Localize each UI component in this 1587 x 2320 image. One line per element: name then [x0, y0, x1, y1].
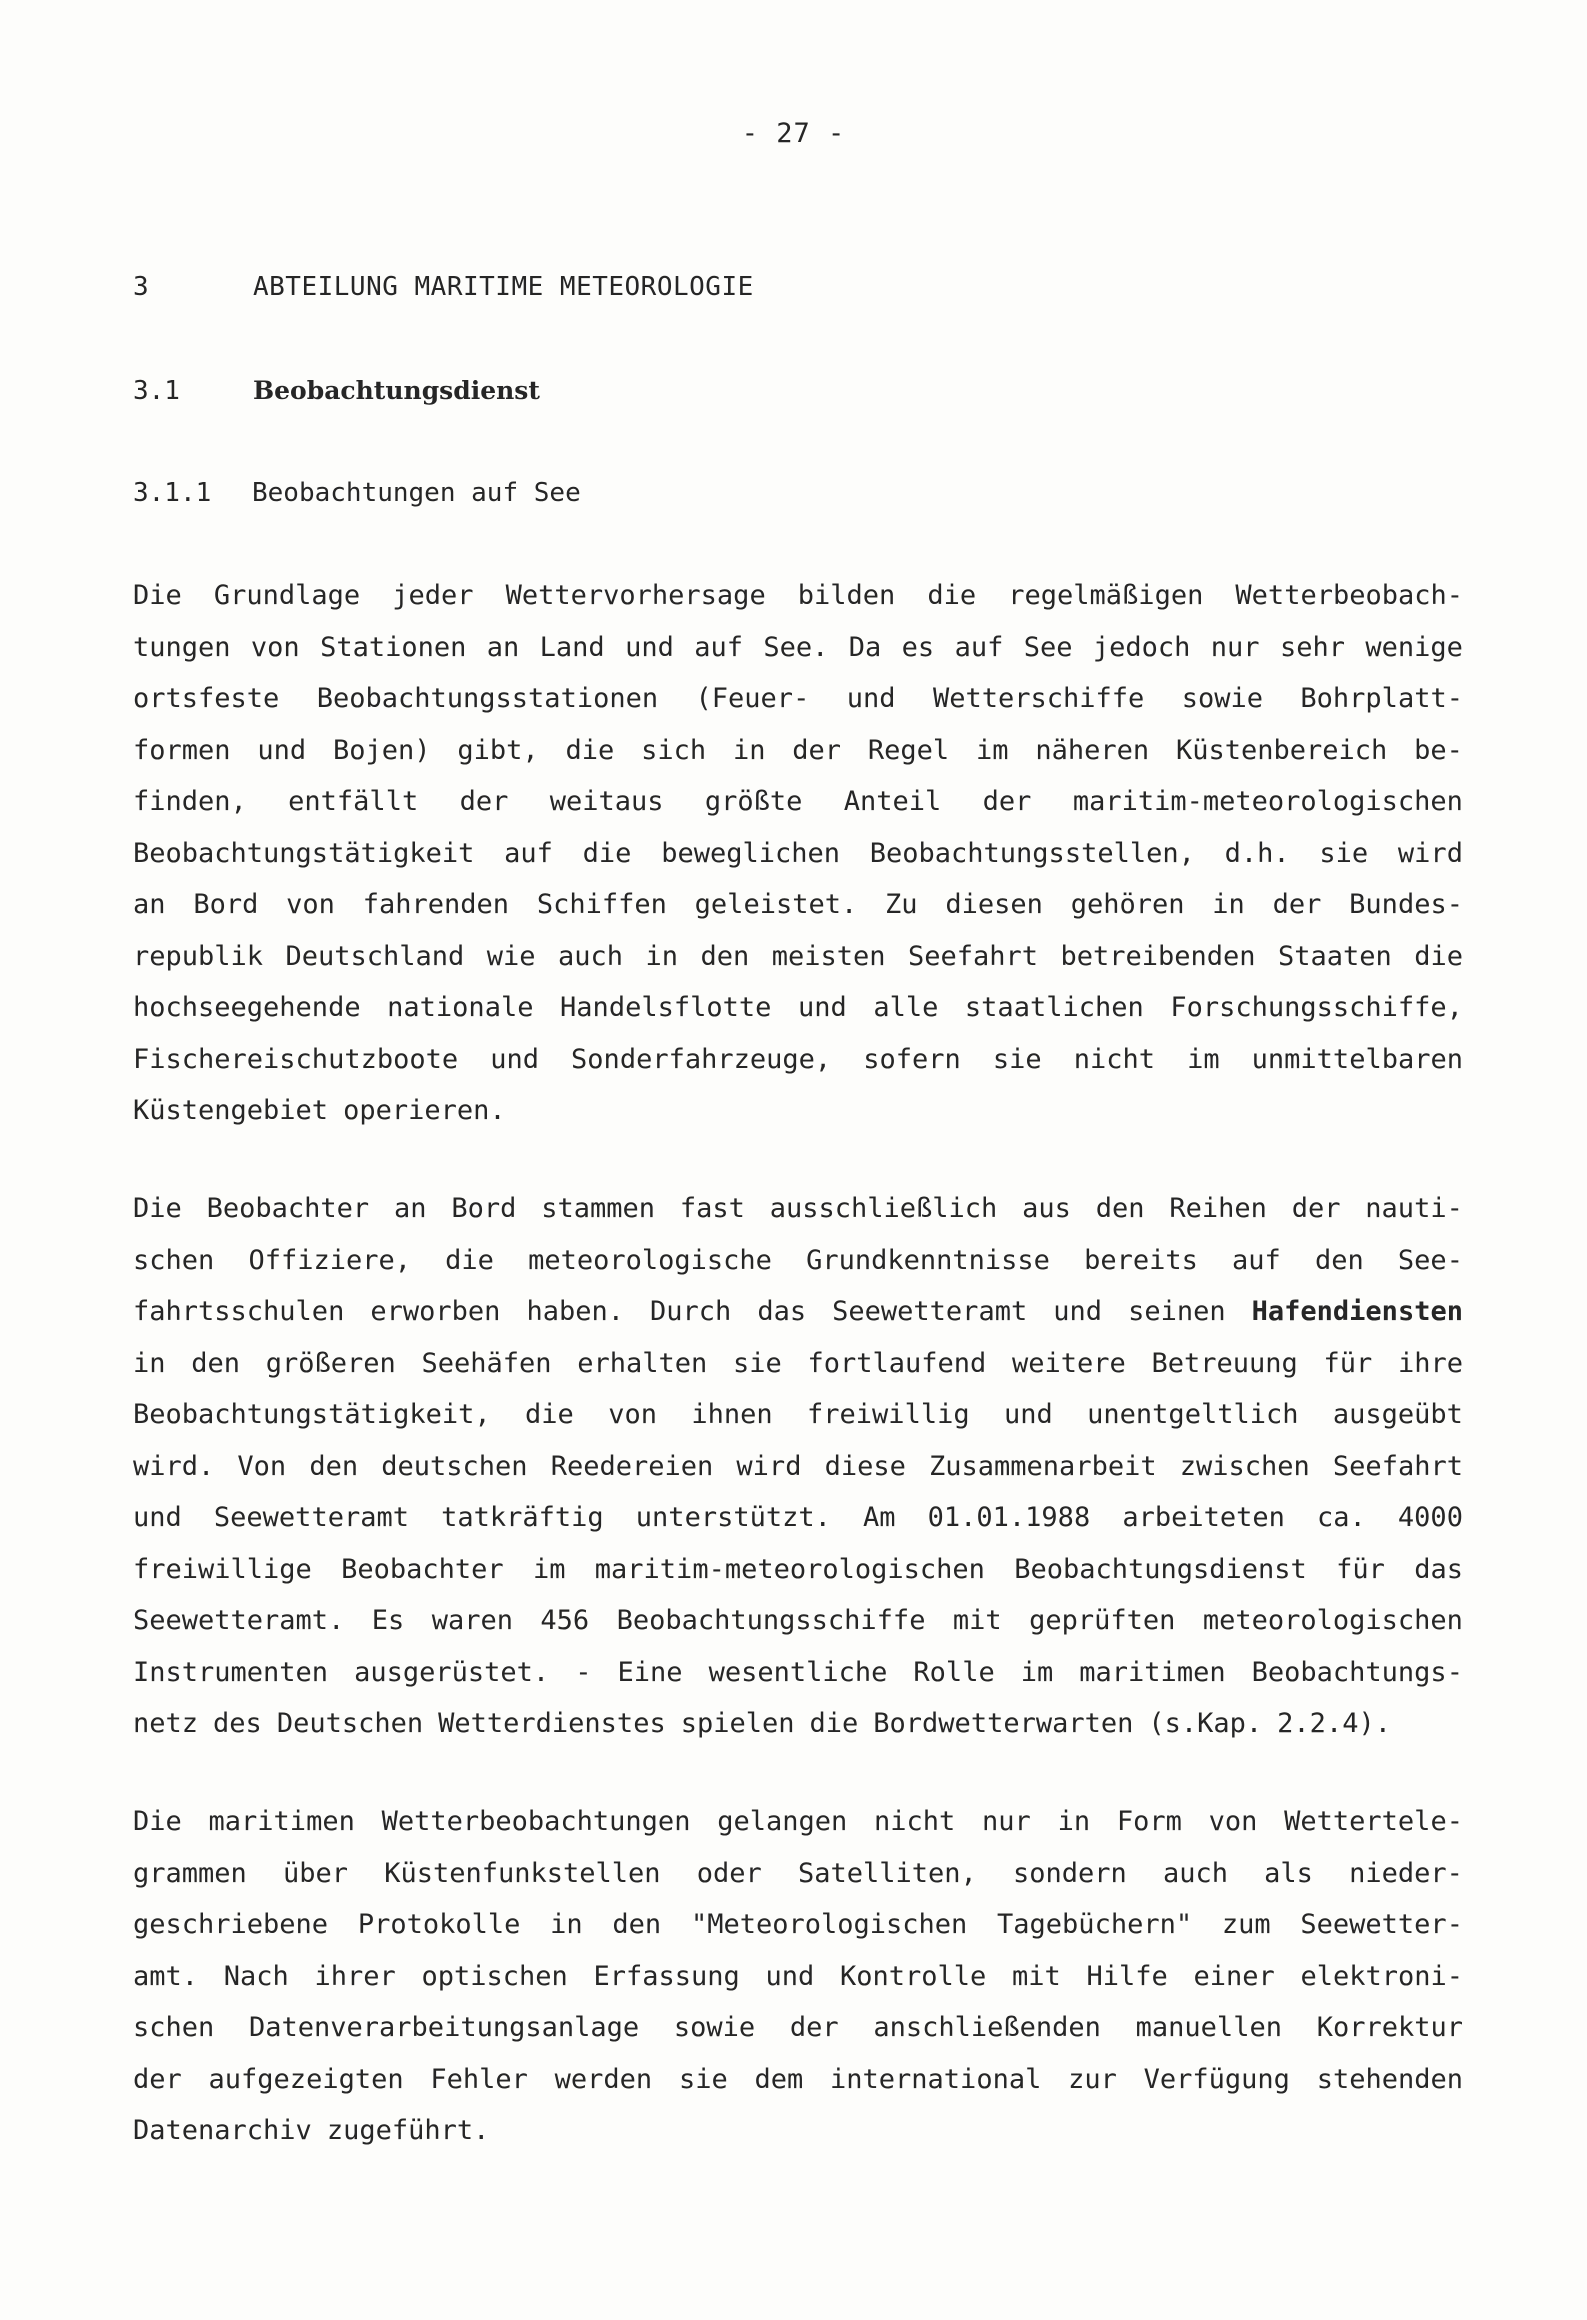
subsection-heading	[133, 376, 540, 406]
subsubsection-title: Beobachtungen auf See	[252, 478, 581, 508]
paragraph-2	[133, 1183, 1463, 1750]
text-line: freiwillige Beobachter im maritim-meteorologischen Beobachtungsdienst für das	[133, 1553, 1463, 1585]
text-line: fahrtsschulen erworben haben. Durch das Seewetteramt und seinen Hafendiensten	[133, 1296, 1463, 1327]
text-line: schen Offiziere, die meteorologische Grundkenntnisse bereits auf den See-	[133, 1244, 1463, 1276]
paragraph-3	[133, 1796, 1463, 2157]
text-line: amt. Nach ihrer optischen Erfassung und Kontrolle mit Hilfe einer elektroni-	[133, 1960, 1463, 1992]
paragraph-1	[133, 570, 1463, 1137]
text-line: der aufgezeigten Fehler werden sie dem international zur Verfügung stehenden	[133, 2063, 1463, 2095]
subsubsection-heading	[133, 478, 581, 508]
text-line: Fischereischutzboote und Sonderfahrzeuge, sofern sie nicht im unmittelbaren	[133, 1043, 1463, 1075]
text-line: Beobachtungstätigkeit auf die beweglichen Beobachtungsstellen, d.h. sie wird	[133, 837, 1463, 869]
text-line: Die Grundlage jeder Wettervorhersage bilden die regelmäßigen Wetterbeobach-	[133, 580, 1463, 611]
text-line: grammen über Küstenfunkstellen oder Satelliten, sondern auch als nieder-	[133, 1857, 1463, 1889]
text-line: netz des Deutschen Wetterdienstes spielen die Bordwetterwarten (s.Kap. 2.2.4).	[133, 1708, 1391, 1739]
text-line: ortsfeste Beobachtungsstationen (Feuer- und Wetterschiffe sowie Bohrplatt-	[133, 683, 1463, 714]
text-line: an Bord von fahrenden Schiffen geleistet. Zu diesen gehören in der Bundes-	[133, 889, 1463, 920]
text-line: republik Deutschland wie auch in den meisten Seefahrt betreibenden Staaten die	[133, 940, 1463, 972]
section-number: 3	[133, 272, 150, 302]
text-line: in den größeren Seehäfen erhalten sie fortlaufend weitere Betreuung für ihre	[133, 1347, 1463, 1379]
text-line: wird. Von den deutschen Reedereien wird diese Zusammenarbeit zwischen Seefahrt	[133, 1450, 1463, 1482]
text-line: Seewetteramt. Es waren 456 Beobachtungsschiffe mit geprüften meteorologischen	[133, 1605, 1463, 1636]
text-line: hochseegehende nationale Handelsflotte und alle staatlichen Forschungsschiffe,	[133, 992, 1463, 1023]
section-title: ABTEILUNG MARITIME METEOROLOGIE	[253, 272, 754, 302]
subsection-number: 3.1	[133, 376, 180, 406]
text-line: Datenarchiv zugeführt.	[133, 2115, 490, 2146]
text-line: formen und Bojen) gibt, die sich in der Regel im näheren Küstenbereich be-	[133, 734, 1463, 766]
text-line: geschriebene Protokolle in den "Meteorologischen Tagebüchern" zum Seewetter-	[133, 1909, 1463, 1940]
subsection-title: Beobachtungsdienst	[253, 376, 540, 405]
text-line: Küstengebiet operieren.	[133, 1095, 506, 1126]
text-line: Beobachtungstätigkeit, die von ihnen freiwillig und unentgeltlich ausgeübt	[133, 1399, 1463, 1430]
text-line: Instrumenten ausgerüstet. - Eine wesentliche Rolle im maritimen Beobachtungs-	[133, 1656, 1463, 1688]
section-heading	[133, 272, 754, 302]
text-line: tungen von Stationen an Land und auf See. Da es auf See jedoch nur sehr wenige	[133, 631, 1463, 663]
text-line: finden, entfällt der weitaus größte Anteil der maritim-meteorologischen	[133, 786, 1463, 817]
text-line: und Seewetteramt tatkräftig unterstützt. Am 01.01.1988 arbeiteten ca. 4000	[133, 1502, 1463, 1533]
page-number: - 27 -	[741, 118, 846, 149]
subsubsection-number: 3.1.1	[133, 478, 212, 508]
text-line: schen Datenverarbeitungsanlage sowie der anschließenden manuellen Korrektur	[133, 2012, 1463, 2043]
text-line: Die maritimen Wetterbeobachtungen gelangen nicht nur in Form von Wettertele-	[133, 1806, 1463, 1837]
text-line: Die Beobachter an Bord stammen fast ausschließlich aus den Reihen der nauti-	[133, 1193, 1463, 1224]
